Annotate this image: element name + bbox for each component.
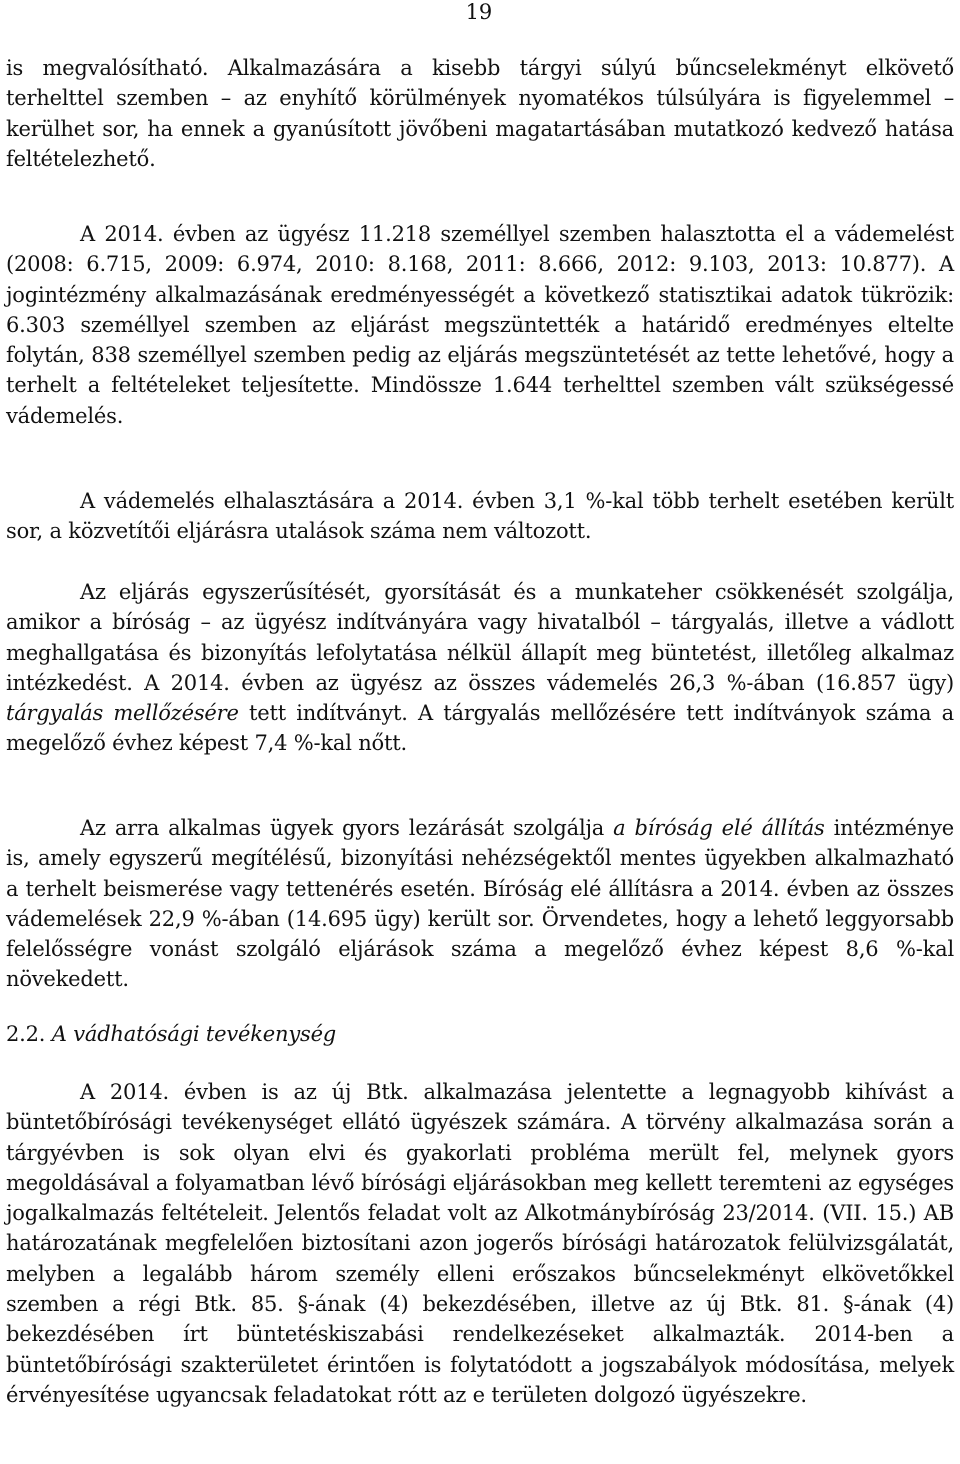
paragraph-court-arraignment [6, 813, 954, 995]
paragraph-emphasis: a bíróság elé állítás [613, 816, 825, 840]
paragraph-text-before: Az arra alkalmas ügyek gyors lezárását szolgálja [80, 816, 614, 840]
section-number: 2.2. [6, 1022, 46, 1046]
page-number: 19 [465, 0, 492, 24]
paragraph-no-trial [6, 577, 954, 759]
paragraph-prosecution-activity: A 2014. évben is az új Btk. alkalmazása jelentette a legnagyobb kihívást a büntetőbírósági tevékenységet ellátó ügyészek számára. A törvény alkalmazása során a tárgyévben is sok olyan elvi és gyakorlati probléma merült fel, melynek gyors megoldásával a folyamatban lévő bírósági eljárásokban meg kellett teremteni az egységes jogalkalmazás feltételeit. Jelentős feladat volt az Alkotmánybíróság 23/2014. (VII. 15.) AB határozatának megfelelően biztosítani azon jogerős bírósági határozatok felülvizsgálatát, melyben a legalább három személy elleni erőszakos bűncselekményt elkövetőkkel szemben a régi Btk. 85. §-ának (4) bekezdésében, illetve az új Btk. 81. §-ának (4) bekezdésében írt büntetéskiszabási rendelkezéseket alkalmazták. 2014-ben a büntetőbírósági szakterületet érintően is folytatódott a jogszabályok módosítása, melyek érvényesítése ugyancsak feladatokat rótt az e területen dolgozó ügyészekre. [6, 1080, 954, 1407]
paragraph-text-after: intézménye is, amely egyszerű megítélésű, bizonyítási nehézségektől mentes ügyekben alkalmazható a terhelt beismerése vagy tettenérés esetén. Bíróság elé állításra a 2014. évben az összes vádemelések 22,9 %-ában (14.695 ügy) került sor. Örvendetes, hogy a lehető leggyorsabb felelősségre vonást szolgáló eljárások száma a megelőző évhez képest 8,6 %-kal növekedett. [6, 816, 954, 992]
section-title: A vádhatósági tevékenység [51, 1022, 337, 1046]
paragraph-text-before: Az eljárás egyszerűsítését, gyorsítását és a munkateher csökkenését szolgálja, amikor a bíróság – az ügyész indítványára vagy hivatalból – tárgyalás, illetve a vádlott meghallgatása és bizonyítás lefolytatása nélkül állapít meg büntetést, illetőleg alkalmaz intézkedést. A 2014. évben az ügyész az összes vádemelés 26,3 %-ában (16.857 ügy) [6, 580, 954, 695]
paragraph-deferral-stats: A 2014. évben az ügyész 11.218 személlyel szemben halasztotta el a vádemelést (2008: 6.715, 2009: 6.974, 2010: 8.168, 2011: 8.666, 2012: 9.103, 2013: 10.877). A jogintézmény alkalmazásának eredményességét a következő statisztikai adatok tükrözik: 6.303 személlyel szemben az eljárást megszüntették a határidő eredményes eltelte folytán, 838 személlyel szemben pedig az eljárás megszüntetését az tette lehetővé, hogy a terhelt a feltételeket teljesítette. Mindössze 1.644 terhelttel szemben vált szükségessé vádemelés. [6, 222, 954, 428]
paragraph-deferral-change: A vádemelés elhalasztására a 2014. évben 3,1 %-kal több terhelt esetében került sor, a közvetítői eljárásra utalások száma nem változott. [6, 489, 954, 544]
paragraph-text-after: tett indítványt. A tárgyalás mellőzésére tett indítványok száma a megelőző évhez képest 7,4 %-kal nőtt. [6, 701, 954, 756]
paragraph-emphasis: tárgyalás mellőzésére [6, 701, 239, 726]
paragraph-intro: is megvalósítható. Alkalmazására a kisebb tárgyi súlyú bűncselekményt elkövető terhelttel szemben – az enyhítő körülmények nyomatékos túlsúlyára is figyelemmel – kerülhet sor, ha ennek a gyanúsított jövőbeni magatartásában mutatkozó kedvező hatása feltételezhető. [6, 56, 954, 171]
section-heading [6, 1019, 954, 1049]
